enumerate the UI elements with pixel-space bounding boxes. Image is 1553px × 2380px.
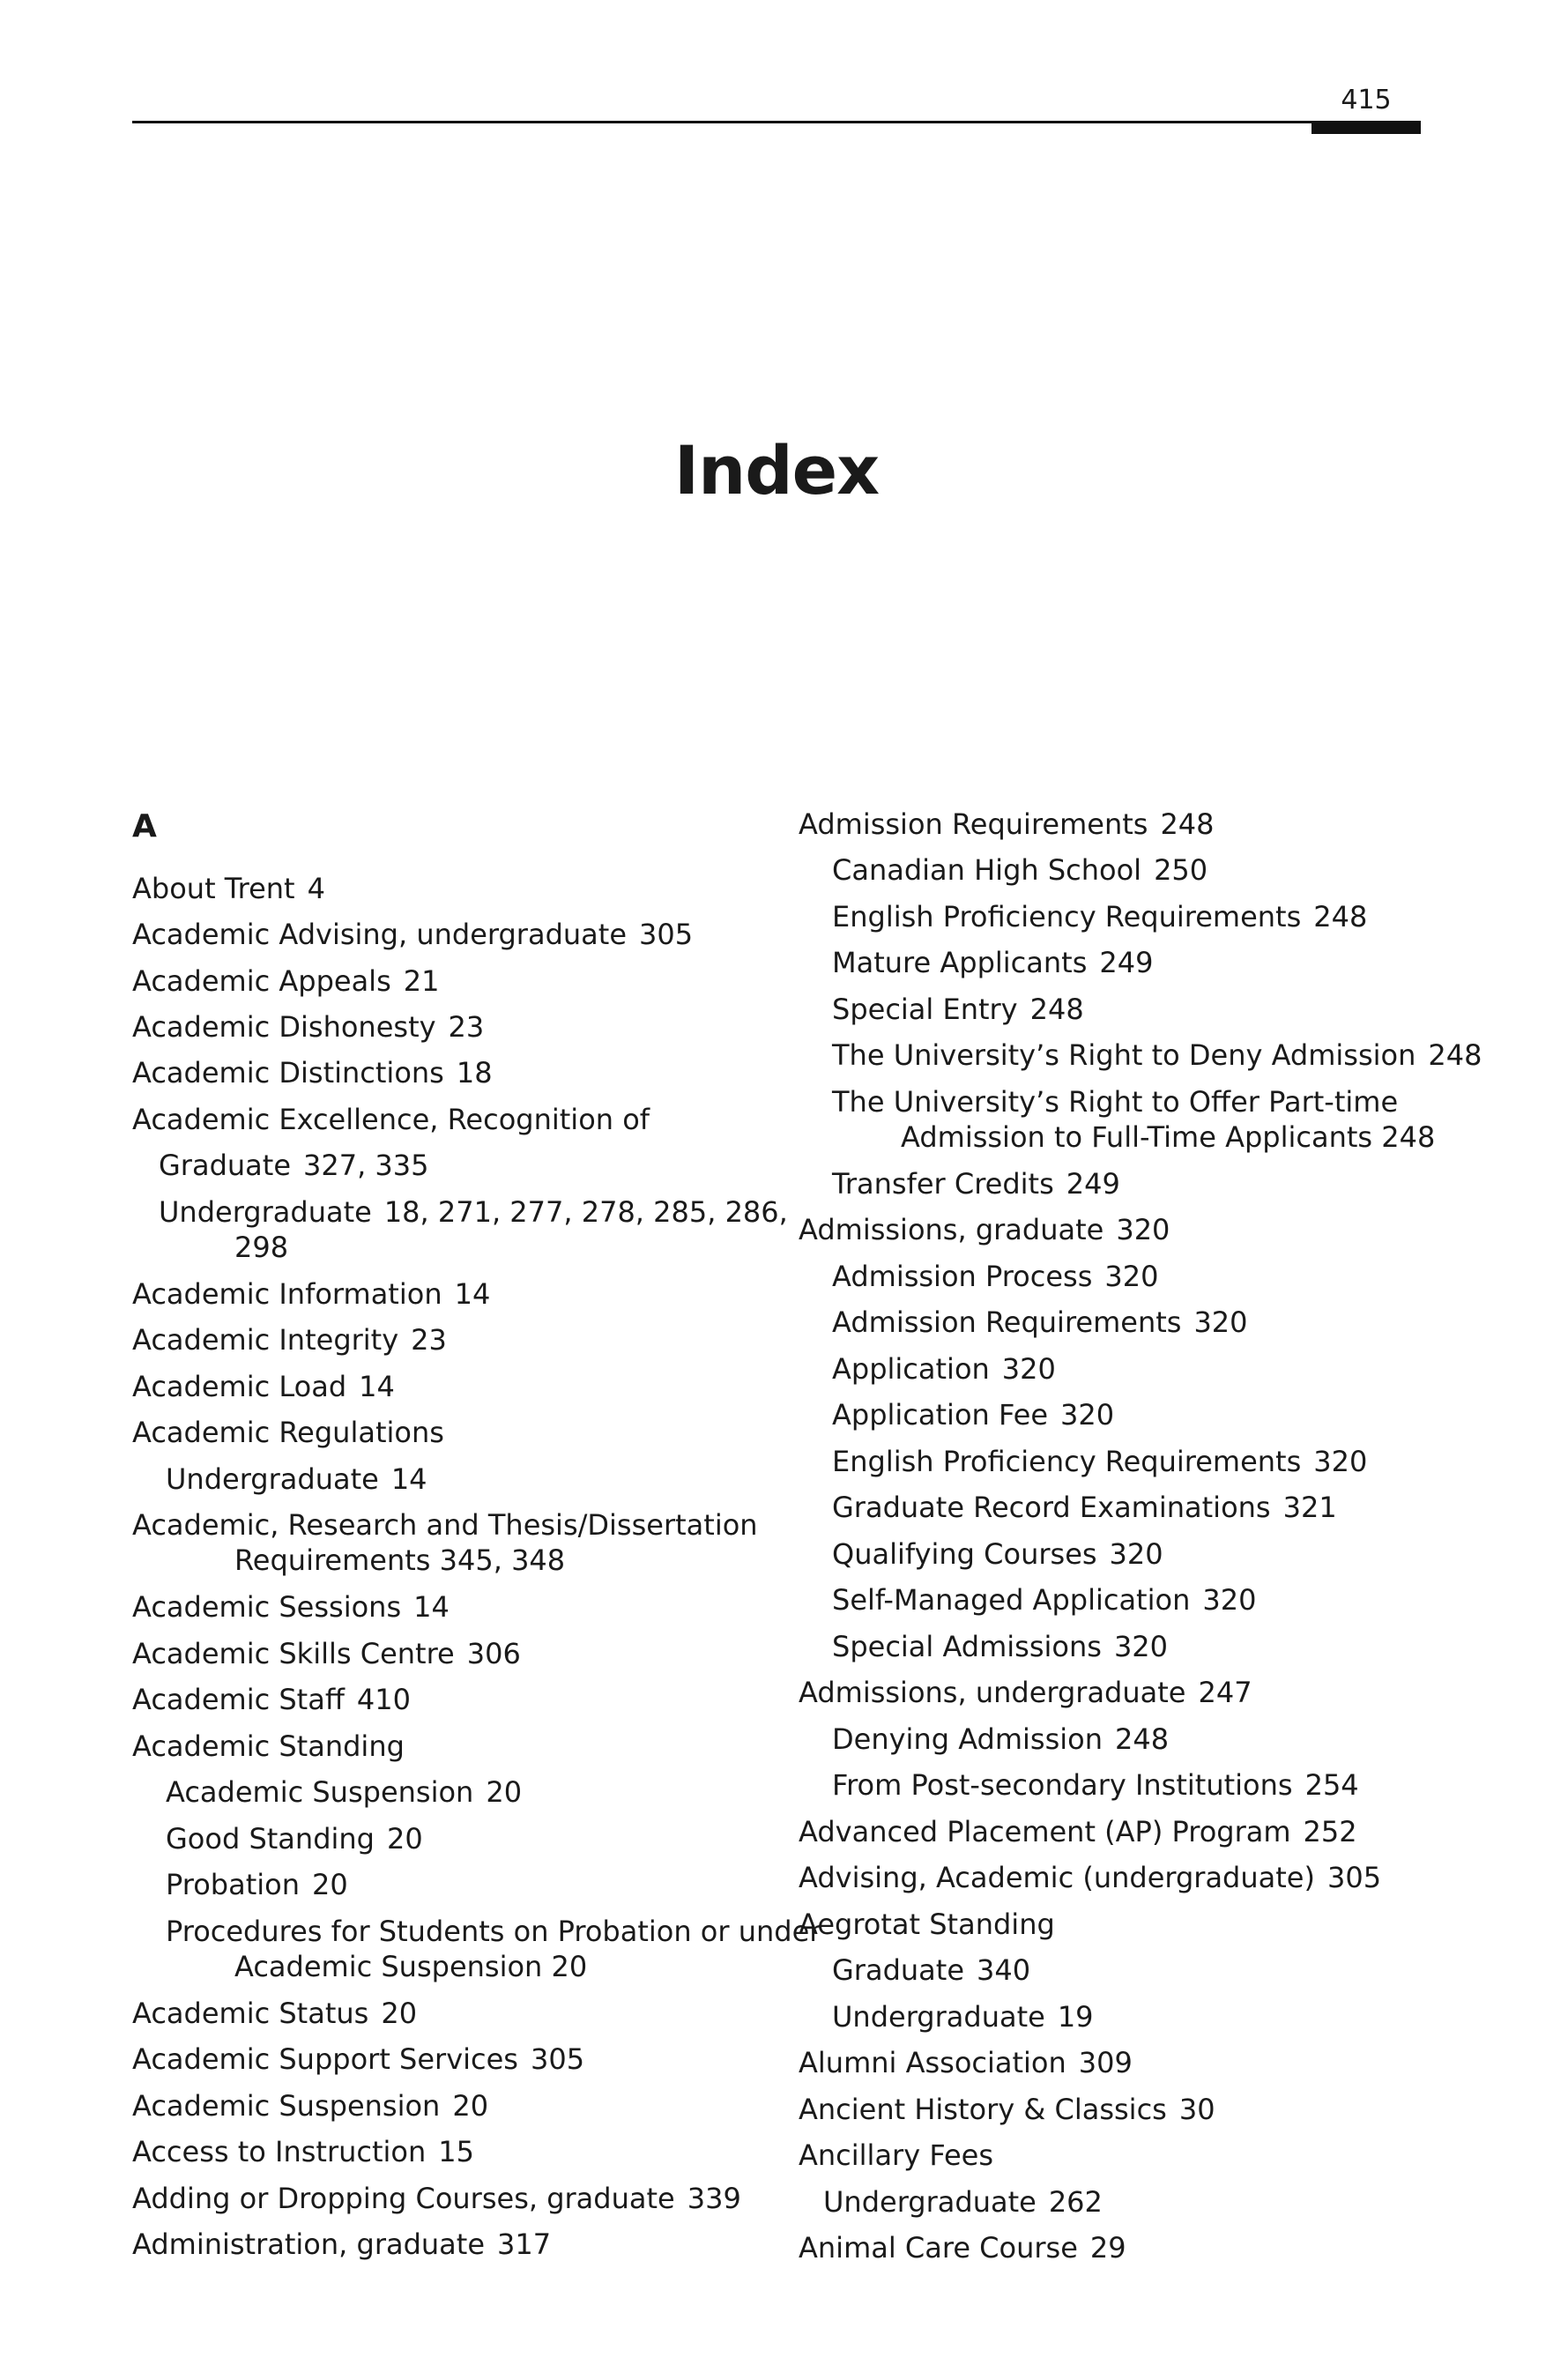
index-term: Application Fee xyxy=(832,1398,1048,1432)
index-entry xyxy=(799,1907,1067,1942)
index-pages: 15 xyxy=(438,2135,474,2168)
index-entry xyxy=(799,1814,1357,1849)
index-entry xyxy=(799,1860,1381,1895)
index-entry xyxy=(799,2230,1126,2265)
index-pages: 320 xyxy=(1104,1260,1159,1293)
index-term: Academic Suspension xyxy=(132,2089,441,2123)
index-pages: 320 xyxy=(1193,1305,1248,1339)
index-subentry xyxy=(832,1351,1056,1387)
index-subentry xyxy=(166,1914,833,1984)
index-term: Admissions, graduate xyxy=(799,1213,1104,1246)
index-entry xyxy=(132,1589,450,1625)
index-term: Probation xyxy=(166,1868,300,1901)
index-subentry xyxy=(832,992,1084,1027)
index-term: Academic Suspension xyxy=(166,1775,474,1809)
index-term: Admission Requirements xyxy=(832,1305,1182,1339)
index-pages: 4 xyxy=(307,872,325,905)
index-term: Admission Process xyxy=(832,1260,1093,1293)
index-subentry xyxy=(832,1444,1367,1479)
index-entry xyxy=(132,1322,447,1357)
index-term: Graduate Record Examinations xyxy=(832,1491,1271,1524)
index-term: Academic Sessions xyxy=(132,1590,402,1624)
index-subentry xyxy=(832,1952,1030,1988)
index-term: English Proficiency Requirements xyxy=(832,900,1302,933)
index-entry xyxy=(799,807,1215,842)
index-entry xyxy=(132,2134,474,2169)
index-pages: 14 xyxy=(454,1277,491,1311)
index-entry xyxy=(799,1675,1252,1710)
index-term: Self-Managed Application xyxy=(832,1583,1191,1617)
index-pages: 320 xyxy=(1113,1630,1169,1663)
index-term: Procedures for Students on Probation or under xyxy=(166,1915,821,1948)
index-term: Advising, Academic (undergraduate) xyxy=(799,1861,1315,1894)
index-subentry xyxy=(159,1194,788,1265)
index-term: Administration, graduate xyxy=(132,2228,486,2261)
index-term: Academic Regulations xyxy=(132,1416,444,1449)
index-pages: 14 xyxy=(359,1370,395,1403)
index-pages: 339 xyxy=(687,2182,741,2215)
letter-heading: A xyxy=(132,808,157,844)
index-term: Academic Distinctions xyxy=(132,1056,444,1090)
index-pages: 23 xyxy=(411,1323,447,1357)
index-term: Academic Appeals xyxy=(132,964,391,998)
index-pages: 305 xyxy=(530,2042,585,2076)
index-term: Good Standing xyxy=(166,1822,375,1856)
index-entry xyxy=(132,2181,741,2216)
index-pages: 30 xyxy=(1178,2093,1215,2126)
index-pages: 21 xyxy=(403,964,440,998)
index-term: Academic Load xyxy=(132,1370,347,1403)
index-entry xyxy=(132,2088,488,2123)
index-subentry xyxy=(832,1305,1248,1340)
index-term: Ancient History & Classics xyxy=(799,2093,1167,2126)
index-subentry xyxy=(159,1148,429,1183)
index-pages: 320 xyxy=(1109,1537,1163,1571)
index-term: Application xyxy=(832,1352,990,1386)
index-term: Academic Support Services xyxy=(132,2042,518,2076)
index-pages: 309 xyxy=(1078,2046,1133,2079)
index-subentry xyxy=(832,1767,1359,1803)
index-subentry xyxy=(166,1867,348,1902)
index-entry xyxy=(132,1276,490,1312)
index-entry xyxy=(132,871,325,906)
index-term: Qualifying Courses xyxy=(832,1537,1097,1571)
index-entry xyxy=(132,1729,417,1764)
index-term: Advanced Placement (AP) Program xyxy=(799,1815,1291,1848)
index-term: Admission Requirements xyxy=(799,807,1148,841)
index-term: Special Entry xyxy=(832,993,1018,1026)
index-entry xyxy=(132,1415,457,1450)
index-term: Academic Skills Centre xyxy=(132,1637,455,1670)
index-term: Undergraduate xyxy=(159,1195,372,1229)
index-term: Academic Dishonesty xyxy=(132,1010,436,1044)
index-entry xyxy=(132,1102,662,1137)
index-term: Adding or Dropping Courses, graduate xyxy=(132,2182,675,2215)
index-entry xyxy=(132,963,439,999)
index-term: The University’s Right to Deny Admission xyxy=(832,1038,1416,1072)
index-entry xyxy=(132,1507,770,1578)
index-term: Admissions, undergraduate xyxy=(799,1676,1186,1709)
index-pages: 20 xyxy=(381,1997,418,2030)
index-subentry xyxy=(832,1038,1482,1073)
index-pages: 320 xyxy=(1060,1398,1115,1432)
index-subentry xyxy=(832,1536,1163,1572)
index-pages: 320 xyxy=(1116,1213,1170,1246)
index-term: The University’s Right to Offer Part-time xyxy=(832,1085,1399,1119)
index-term: Aegrotat Standing xyxy=(799,1908,1055,1941)
index-pages: 20 xyxy=(486,1775,523,1809)
index-pages: 14 xyxy=(390,1462,427,1496)
index-pages: 320 xyxy=(1202,1583,1257,1617)
index-entry xyxy=(132,1636,521,1671)
index-subentry xyxy=(832,1259,1158,1294)
index-entry xyxy=(132,917,693,952)
index-entry xyxy=(799,1212,1170,1247)
index-term: From Post-secondary Institutions xyxy=(832,1768,1293,1802)
index-pages: 248 xyxy=(1160,807,1215,841)
index-term: Academic Standing xyxy=(132,1729,405,1763)
index-entry xyxy=(132,1996,417,2031)
index-entry xyxy=(799,2092,1215,2127)
index-pages: 317 xyxy=(497,2228,552,2261)
index-pages: 23 xyxy=(448,1010,485,1044)
index-term: Undergraduate xyxy=(832,2000,1045,2034)
index-pages: 410 xyxy=(356,1683,411,1716)
index-pages: 327, 335 xyxy=(303,1149,429,1182)
index-term: Access to Instruction xyxy=(132,2135,427,2168)
index-subentry xyxy=(832,1629,1168,1664)
index-subentry xyxy=(166,1821,423,1856)
index-term: Undergraduate xyxy=(166,1462,379,1496)
header-rule xyxy=(132,121,1421,123)
index-pages: 248 xyxy=(1115,1722,1170,1756)
index-term: Alumni Association xyxy=(799,2046,1066,2079)
index-term: Academic Integrity xyxy=(132,1323,399,1357)
index-pages: 14 xyxy=(413,1590,450,1624)
index-entry xyxy=(132,2042,584,2077)
page-title: Index xyxy=(673,431,880,509)
index-pages: 254 xyxy=(1304,1768,1359,1802)
index-pages: 249 xyxy=(1066,1167,1120,1201)
index-term: About Trent xyxy=(132,872,295,905)
index-pages: 321 xyxy=(1282,1491,1337,1524)
index-term: Academic Excellence, Recognition of xyxy=(132,1103,650,1136)
index-term: Academic, Research and Thesis/Dissertation xyxy=(132,1508,758,1542)
index-pages: 20 xyxy=(452,2089,489,2123)
index-term: Academic Status xyxy=(132,1997,369,2030)
index-subentry xyxy=(832,1397,1114,1432)
index-pages: 305 xyxy=(1326,1861,1382,1894)
index-term: Special Admissions xyxy=(832,1630,1102,1663)
index-subentry xyxy=(166,1774,522,1810)
index-subentry xyxy=(832,945,1153,980)
index-pages: 320 xyxy=(1001,1352,1056,1386)
index-pages: 306 xyxy=(466,1637,521,1670)
index-pages: 29 xyxy=(1089,2231,1126,2265)
index-term: Denying Admission xyxy=(832,1722,1103,1756)
index-term: Academic Advising, undergraduate xyxy=(132,918,627,951)
index-subentry xyxy=(832,1722,1169,1757)
index-pages: 248 xyxy=(1313,900,1368,933)
index-continuation: Requirements 345, 348 xyxy=(234,1543,566,1577)
index-term: English Proficiency Requirements xyxy=(832,1445,1302,1478)
index-term: Transfer Credits xyxy=(832,1167,1054,1201)
index-pages: 19 xyxy=(1057,2000,1094,2034)
index-entry xyxy=(132,2227,551,2262)
index-pages: 248 xyxy=(1029,993,1084,1026)
index-pages: 305 xyxy=(639,918,694,951)
index-pages: 320 xyxy=(1313,1445,1368,1478)
index-term: Graduate xyxy=(159,1149,291,1182)
index-entry xyxy=(799,2045,1133,2080)
index-term: Academic Information xyxy=(132,1277,442,1311)
index-entry xyxy=(132,1369,395,1404)
index-term: Animal Care Course xyxy=(799,2231,1078,2265)
index-pages: 248 xyxy=(1428,1038,1482,1072)
index-pages: 247 xyxy=(1198,1676,1252,1709)
header-tab xyxy=(1312,122,1421,134)
index-continuation: Academic Suspension 20 xyxy=(234,1950,588,1983)
index-pages: 249 xyxy=(1099,946,1154,979)
index-pages: 18, 271, 277, 278, 285, 286, xyxy=(383,1195,788,1229)
index-pages: 20 xyxy=(386,1822,423,1856)
index-pages: 250 xyxy=(1154,853,1208,887)
index-entry xyxy=(132,1682,411,1717)
index-term: Undergraduate xyxy=(823,2185,1037,2219)
index-pages: 20 xyxy=(311,1868,348,1901)
index-term: Mature Applicants xyxy=(832,946,1088,979)
index-subentry xyxy=(832,899,1367,934)
index-term: Academic Staff xyxy=(132,1683,345,1716)
index-entry xyxy=(799,2138,1006,2173)
page-number: 415 xyxy=(1341,85,1392,115)
index-term: Graduate xyxy=(832,1953,964,1987)
index-subentry xyxy=(832,1166,1120,1201)
index-continuation: 298 xyxy=(234,1231,289,1264)
index-subentry xyxy=(832,1084,1435,1155)
index-continuation: Admission to Full-Time Applicants 248 xyxy=(901,1120,1436,1154)
index-subentry xyxy=(832,852,1207,888)
index-subentry xyxy=(832,1582,1256,1618)
index-subentry xyxy=(832,1490,1337,1525)
index-entry xyxy=(132,1009,484,1045)
index-pages: 18 xyxy=(456,1056,493,1090)
index-pages: 340 xyxy=(977,1953,1031,1987)
index-entry xyxy=(132,1055,493,1090)
index-pages: 262 xyxy=(1048,2185,1103,2219)
index-pages: 252 xyxy=(1303,1815,1357,1848)
index-subentry xyxy=(823,2184,1103,2220)
index-term: Ancillary Fees xyxy=(799,2138,994,2172)
index-subentry xyxy=(166,1461,427,1497)
index-term: Canadian High School xyxy=(832,853,1142,887)
index-subentry xyxy=(832,1999,1094,2034)
